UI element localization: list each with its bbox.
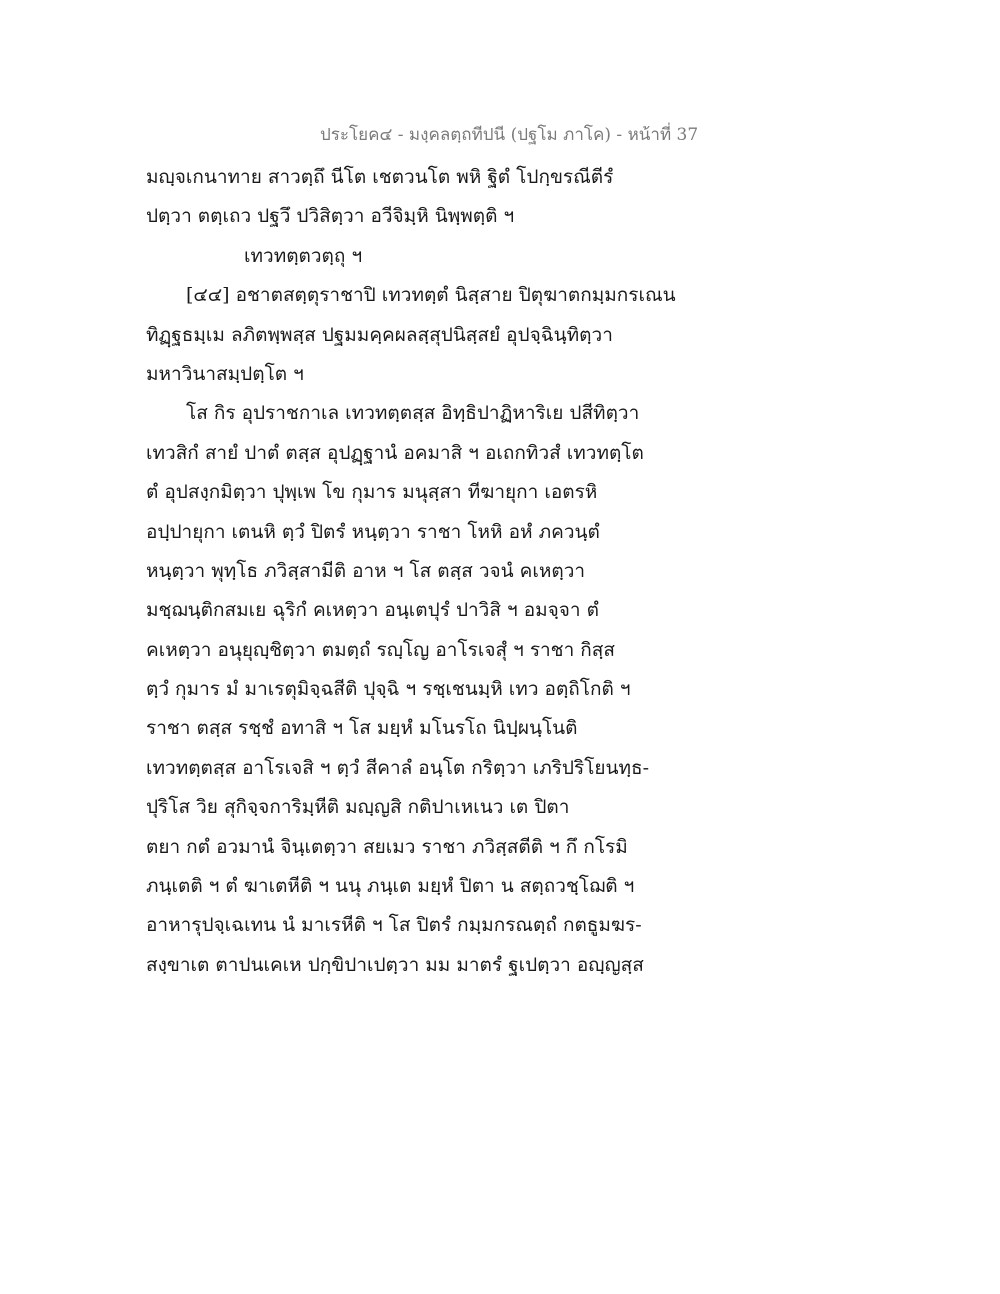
text-line: คเหตฺวา อนุยุญฺชิตฺวา ตมตฺถํ รญฺโญ อาโรเจสุํ ฯ ราชา กิสฺส bbox=[146, 638, 615, 661]
running-header: ประโยค๔ - มงฺคลตฺถทีปนี (ปฐโม ภาโค) - หน้าที่ 37 bbox=[320, 125, 699, 145]
text-line: ราชา ตสฺส รชฺชํ อทาสิ ฯ โส มยฺหํ มโนรโถ นิปฺผนฺโนติ bbox=[146, 717, 578, 740]
paragraph-start-line: โส กิร อุปราชกาเล เทวทตฺตสฺส อิทฺธิปาฏิหาริเย ปสีทิตฺวา bbox=[186, 402, 640, 425]
text-line: มญฺจเกนาทาย สาวตฺถึ นีโต เชตวนโต พหิ ฐิตํ โปกฺขรณีตีรํ bbox=[146, 166, 614, 188]
text-line: มหาวินาสมฺปตฺโต ฯ bbox=[146, 362, 304, 385]
text-line: ตํ อุปสงฺกมิตฺวา ปุพฺเพ โข กุมาร มนุสฺสา ทีฆายุกา เอตรหิ bbox=[146, 481, 598, 504]
text-line: ภนฺเตติ ฯ ตํ ฆาเตหีติ ฯ นนุ ภนฺเต มยฺหํ ปิตา น สตฺถวชฺโฌติ ฯ bbox=[146, 875, 635, 898]
text-line: หนฺตฺวา พุทฺโธ ภวิสฺสามีติ อาห ฯ โส ตสฺส วจนํ คเหตฺวา bbox=[146, 559, 586, 582]
body-text bbox=[146, 158, 706, 985]
text-line: มชฺฌนฺติกสมเย ฉุริกํ คเหตฺวา อนฺเตปุรํ ปาวิสิ ฯ อมจฺจา ตํ bbox=[146, 599, 599, 622]
text-line: อปฺปายุกา เตนหิ ตฺวํ ปิตรํ หนฺตฺวา ราชา โหหิ อหํ ภควนฺตํ bbox=[146, 520, 600, 543]
text-line: ปุริโส วิย สุกิจฺจการิมฺหีติ มญฺญสิ กติปาเหเนว เต ปิตา bbox=[146, 796, 570, 819]
text-line: ทิฏฺฐธมฺเม ลภิตพฺพสฺส ปฐมมคฺคผลสฺสุปนิสฺสยํ อุปจฺฉินฺทิตฺวา bbox=[146, 323, 613, 346]
paragraph-start-line: [๔๔] อชาตสตฺตุราชาปิ เทวทตฺตํ นิสฺสาย ปิตุฆาตกมฺมกรเณน bbox=[186, 284, 676, 307]
section-title: เทวทตฺตวตฺถุ ฯ bbox=[244, 244, 363, 267]
text-line: ปตฺวา ตตฺเถว ปฐวึ ปวิสิตฺวา อวีจิมฺหิ นิพฺพตฺติ ฯ bbox=[146, 205, 515, 228]
text-line: สงฺขาเต ตาปนเคเห ปกฺขิปาเปตฺวา มม มาตรํ ฐเปตฺวา อญฺญสฺส bbox=[146, 953, 644, 976]
text-line: เทวทตฺตสฺส อาโรเจสิ ฯ ตฺวํ สีคาลํ อนฺโต กริตฺวา เภริปริโยนทฺธ- bbox=[146, 756, 650, 779]
text-line: อาหารุปจฺเฉเทน นํ มาเรหีติ ฯ โส ปิตรํ กมฺมกรณตฺถํ กตธูมฆร- bbox=[146, 914, 642, 937]
text-line: เทวสิกํ สายํ ปาตํ ตสฺส อุปฏฺฐานํ อคมาสิ ฯ อเถกทิวสํ เทวทตฺโต bbox=[146, 441, 644, 464]
text-line: ตฺวํ กุมาร มํ มาเรตุมิจฺฉสีติ ปุจฺฉิ ฯ รชฺเชนมฺหิ เทว อตฺถิโกติ ฯ bbox=[146, 678, 631, 701]
text-line: ตยา กตํ อวมานํ จินฺเตตฺวา สยเมว ราชา ภวิสฺสตีติ ฯ กึ กโรมิ bbox=[146, 835, 628, 858]
